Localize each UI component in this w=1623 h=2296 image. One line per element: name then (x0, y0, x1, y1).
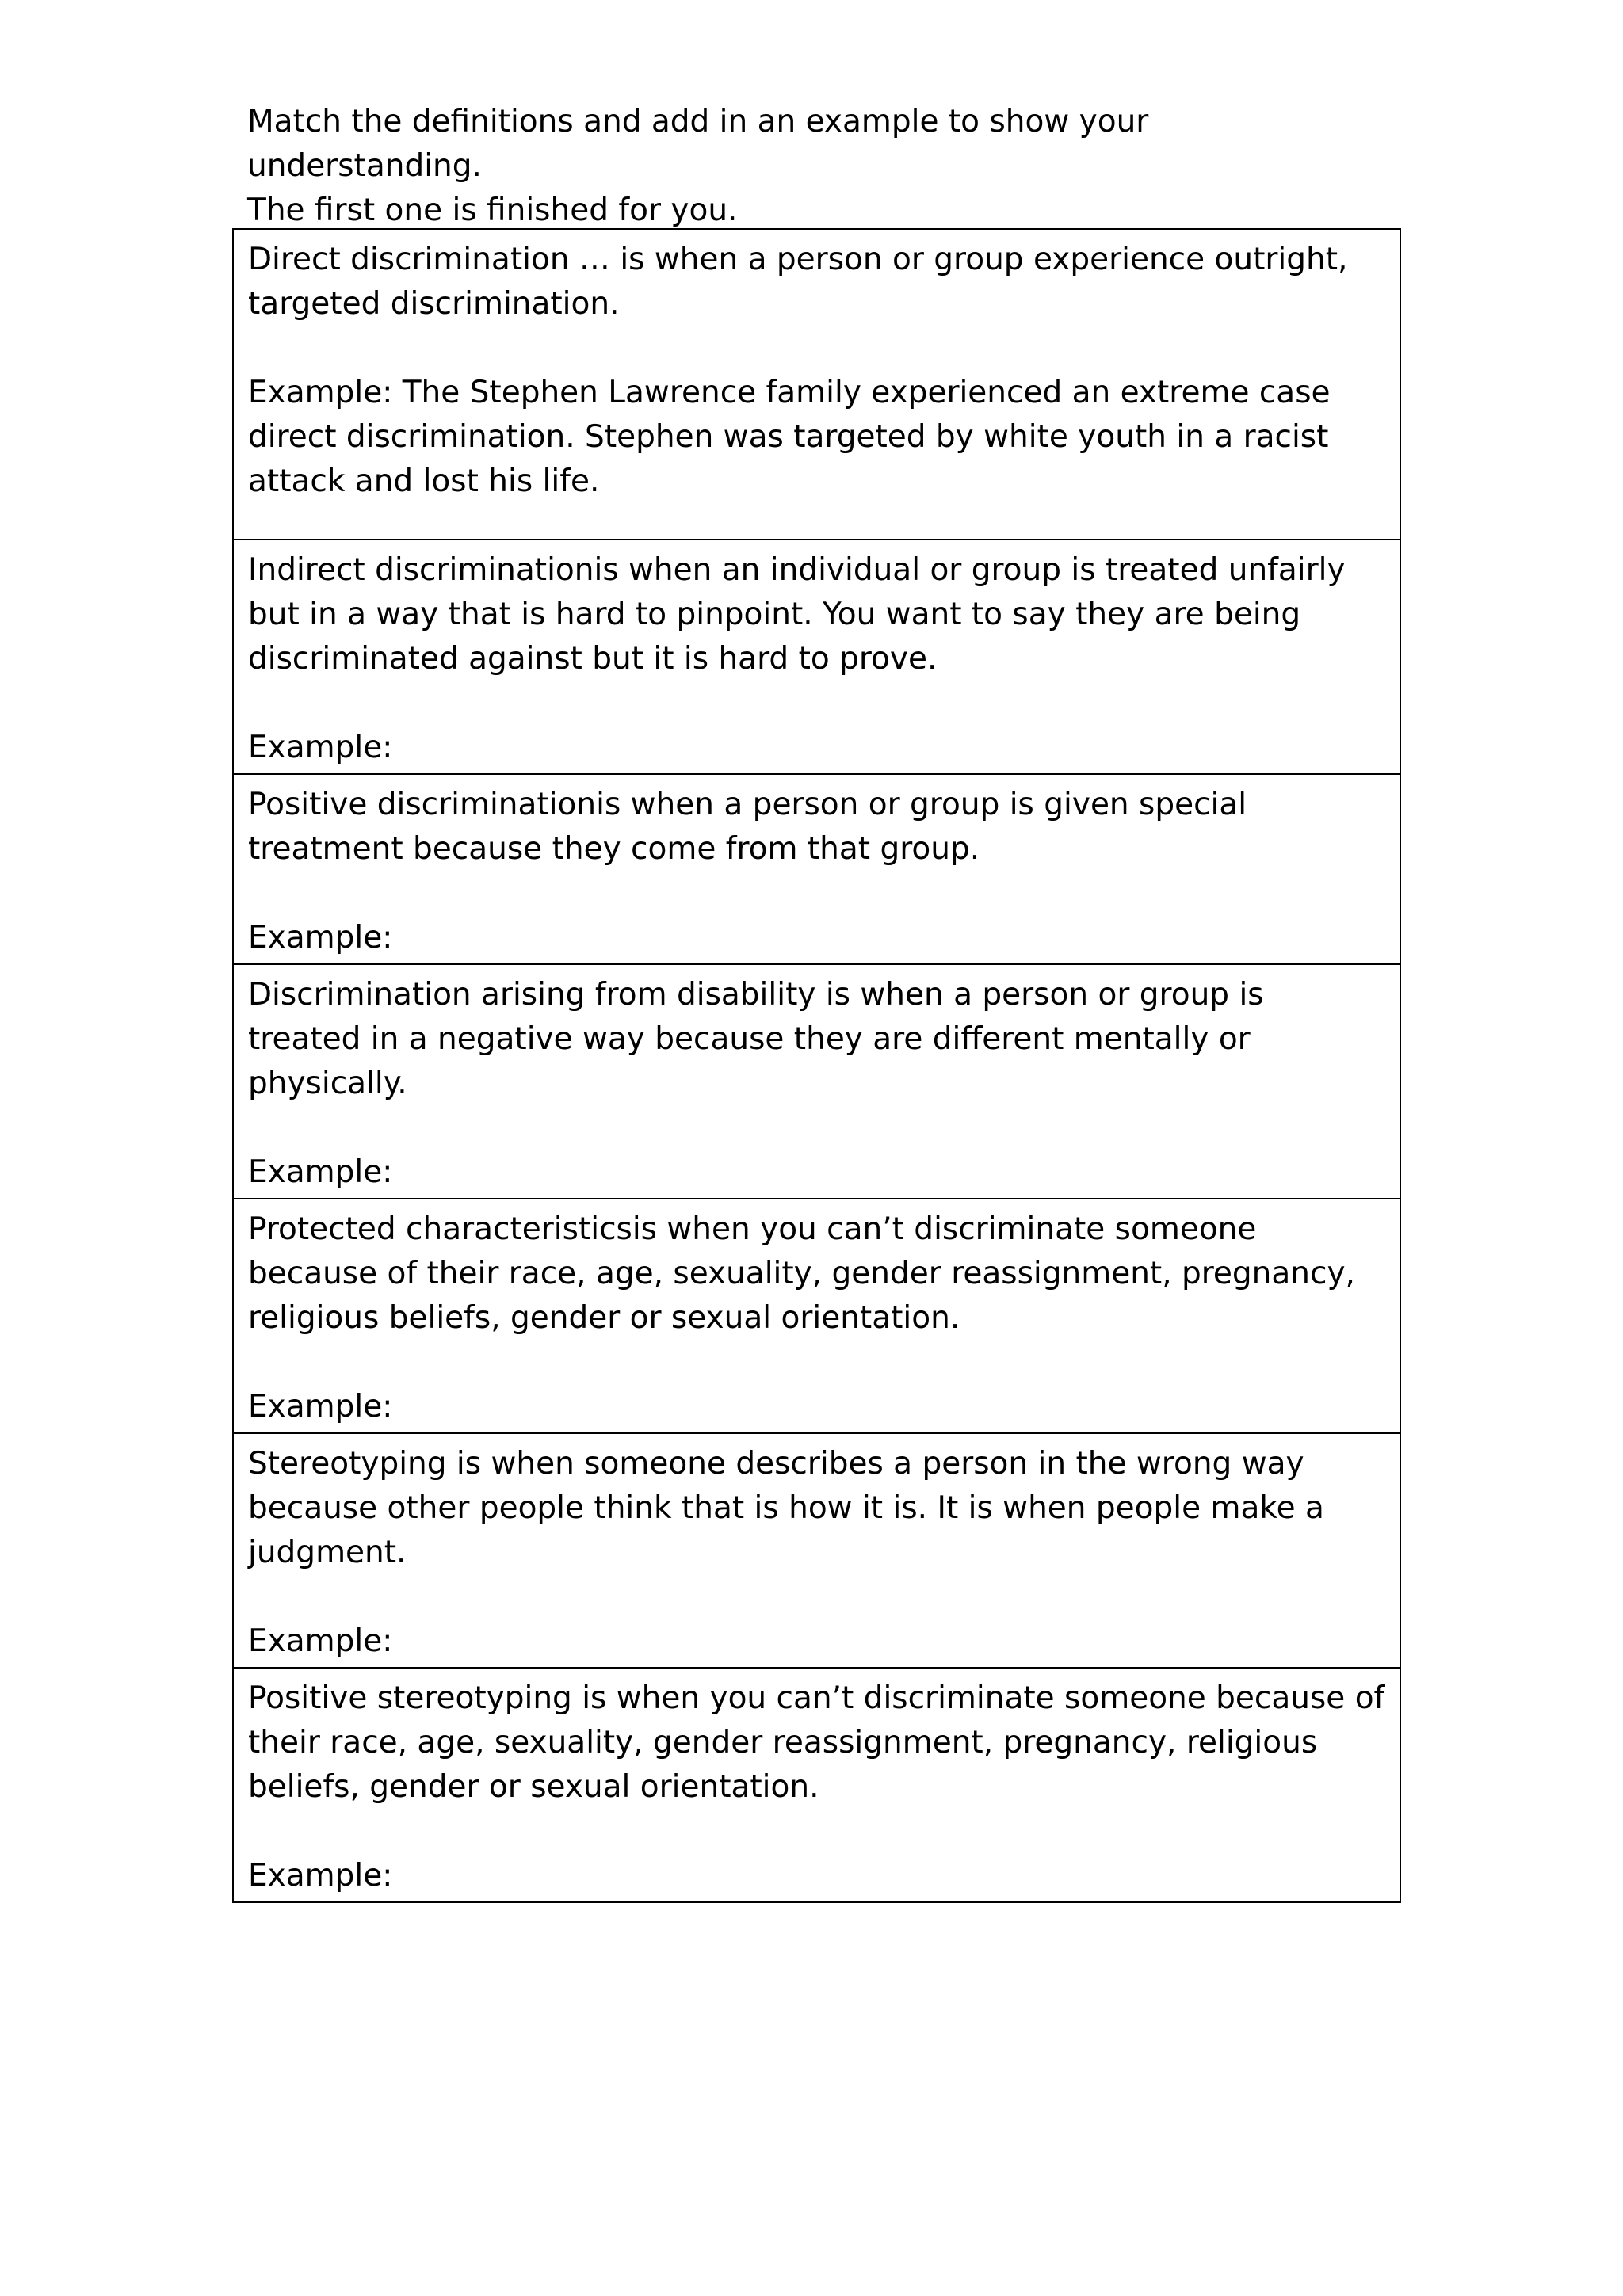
instruction-line-2: The first one is finished for you. (247, 193, 738, 228)
table-row (233, 540, 1400, 774)
definition-cell-indirect-discrimination (233, 540, 1400, 774)
definition-text: Positive stereotyping is when you can’t discriminate someone because of their race, age, sexuality, gender reassignment, pregnancy, religious beliefs, gender or sexual orientation. (248, 1680, 1395, 1805)
example-label: Example: (248, 1389, 393, 1425)
definition-text: Protected characteristicsis when you can’t discriminate someone because of their race, age, sexuality, gender reassignment, pregnancy, religious beliefs, gender or sexual orientation. (248, 1211, 1365, 1336)
table-row (233, 964, 1400, 1199)
definition-cell-protected-characteristics (233, 1199, 1400, 1433)
example-text: Example: The Stephen Lawrence family experienced an extreme case direct discrimination. Stephen was targeted by white youth in a racist attack and lost his life. (248, 375, 1340, 499)
definition-text: Direct discrimination … is when a person or group experience outright, targeted discrimination. (248, 242, 1358, 322)
definition-text: Indirect discriminationis when an individual or group is treated unfairly but in a way that is hard to pinpoint. You want to say they are being discriminated against but it is hard to prove. (248, 552, 1365, 677)
example-label: Example: (248, 1623, 393, 1659)
instruction-line-1: Match the definitions and add in an example to show your understanding. (247, 104, 1159, 184)
example-label: Example: (248, 920, 393, 955)
definitions-table (232, 228, 1401, 1903)
example-label: Example: (248, 1858, 393, 1894)
definition-text: Discrimination arising from disability is when a person or group is treated in a negative way because they are different mentally or physically. (248, 977, 1274, 1101)
example-label: Example: (248, 1154, 393, 1190)
definition-cell-disability-discrimination (233, 964, 1400, 1199)
definition-text: Positive discriminationis when a person or group is given special treatment because they come from that group. (248, 787, 1257, 867)
example-label: Example: (248, 730, 393, 765)
instructions (247, 100, 1388, 233)
table-row (233, 1433, 1400, 1668)
table-row (233, 1668, 1400, 1902)
definition-cell-positive-stereotyping (233, 1668, 1400, 1902)
table-row (233, 229, 1400, 540)
definition-text: Stereotyping is when someone describes a person in the wrong way because other people think that is how it is. It is when people make a judgment. (248, 1446, 1335, 1570)
definition-cell-direct-discrimination (233, 229, 1400, 540)
table-row (233, 774, 1400, 964)
definition-cell-positive-discrimination (233, 774, 1400, 964)
table-row (233, 1199, 1400, 1433)
definition-cell-stereotyping (233, 1433, 1400, 1668)
